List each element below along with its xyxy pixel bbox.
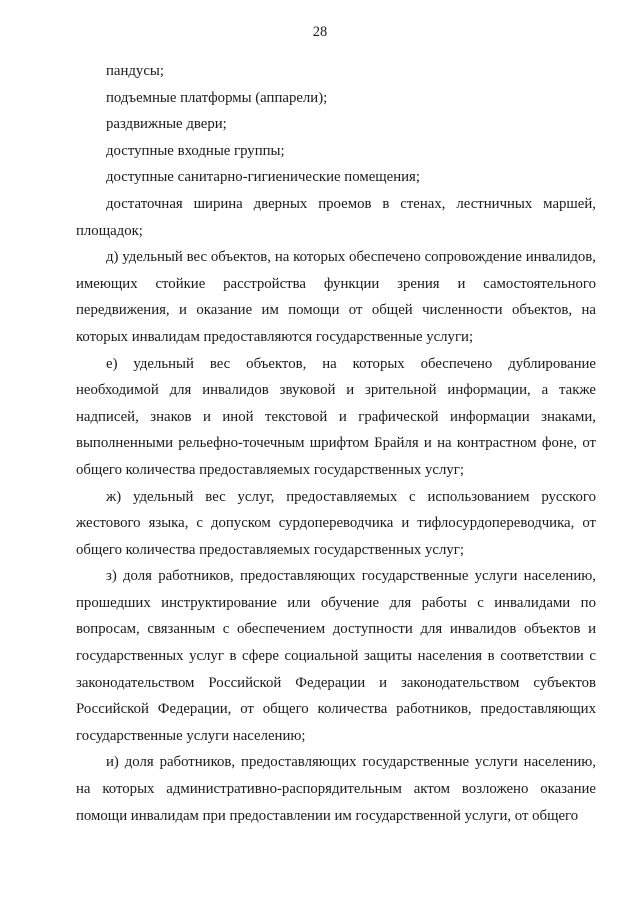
paragraph-d: д) удельный вес объектов, на которых обеспечено сопровождение инвалидов, имеющих стойкие расстройства функции зрения и самостоятельного передвижения, и оказание им помощи от общей численности объектов, на которых инвалидам предоставляются государственные услуги; (76, 249, 596, 345)
page-number: 28 (312, 24, 328, 40)
paragraph-e: е) удельный вес объектов, на которых обеспечено дублирование необходимой для инвалидов звуковой и зрительной информации, а также надписей, знаков и иной текстовой и графической информации знаками, выполненными рельефно-точечным шрифтом Брайля и на контрастном фоне, от общего количества предоставляемых государственных услуг; (76, 355, 596, 478)
list-item-ramps: пандусы; (106, 63, 164, 79)
paragraph-i: и) доля работников, предоставляющих государственные услуги населению, на которых административно-распорядительным актом возложено оказание помощи инвалидам при предоставлении им государственной услуги, от общего (76, 754, 596, 824)
paragraph-zh: ж) удельный вес услуг, предоставляемых с использованием русского жестового языка, с допуском сурдопереводчика и тифлосурдопереводчика, от общего количества предоставляемых государственных услуг; (76, 488, 596, 558)
document-body (76, 58, 596, 829)
list-item-lifting-platforms: подъемные платформы (аппарели); (106, 89, 328, 106)
list-item-sanitary-rooms: доступные санитарно-гигиенические помещения; (106, 169, 420, 186)
paragraph-z: з) доля работников, предоставляющих государственные услуги населению, прошедших инструктирование или обучение для работы с инвалидами по вопросам, связанным с обеспечением доступности для инвалидов объектов и государственных услуг в сфере социальной защиты населения в соответствии с законодательством Российской Федерации и законодательством субъектов Российской Федерации, от общего количества работников, предоставляющих государственные услуги населению; (76, 568, 596, 744)
list-item-door-width: достаточная ширина дверных проемов в стенах, лестничных маршей, площадок; (76, 195, 596, 239)
list-item-entrance-groups: доступные входные группы; (106, 142, 285, 159)
list-item-sliding-doors: раздвижные двери; (106, 116, 227, 133)
